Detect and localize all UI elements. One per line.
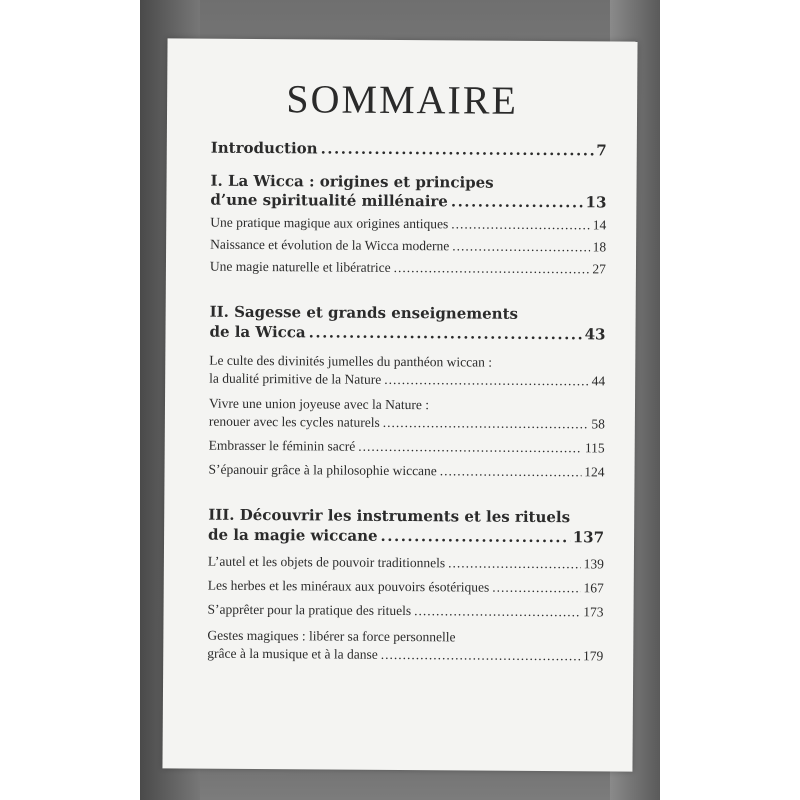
toc-entry <box>207 646 603 665</box>
section-3-heading <box>208 526 604 547</box>
section-1-title-line2: d’une spiritualité millénaire <box>210 190 448 211</box>
dot-leader <box>394 260 590 277</box>
dot-leader <box>414 603 580 620</box>
section-2-title-line1: II. Sagesse et grands enseignements <box>209 302 519 323</box>
toc-entry <box>208 462 604 481</box>
section-1-page: 13 <box>585 193 607 212</box>
dot-leader <box>381 527 570 546</box>
section-1-heading <box>210 191 606 212</box>
toc-entry-page: 139 <box>583 556 604 572</box>
dot-leader <box>451 192 583 211</box>
toc-entry-label: Une magie naturelle et libératrice <box>209 258 391 275</box>
toc-entry-page: 179 <box>582 648 604 664</box>
toc-entry-page: 44 <box>591 373 606 389</box>
toc-entry-page: 27 <box>592 261 607 277</box>
toc-entry-line1: Le culte des divinités jumelles du panthéon wiccan : <box>209 352 493 370</box>
dot-leader <box>384 372 589 389</box>
dot-leader <box>321 139 594 159</box>
dot-leader <box>451 216 590 233</box>
section-2-page: 43 <box>584 325 606 344</box>
dot-leader <box>440 463 582 480</box>
dot-leader <box>448 555 581 572</box>
toc-entry <box>210 259 606 278</box>
toc-entry-page: 167 <box>583 580 604 596</box>
dot-leader <box>492 580 580 597</box>
toc-entry-label: Une pratique magique aux origines antiques <box>210 214 449 232</box>
section-3-title-line2: de la magie wiccane <box>208 525 378 545</box>
toc-entry-label: Les herbes et les minéraux aux pouvoirs ésotériques <box>207 577 490 595</box>
toc-entry-label: Naissance et évolution de la Wicca moderne <box>210 236 450 254</box>
toc-entry <box>208 578 604 597</box>
toc-entry-label: grâce à la musique et à la danse <box>207 645 378 662</box>
page-title: SOMMAIRE <box>286 76 519 123</box>
toc-entry-page: 115 <box>584 440 605 456</box>
toc-entry-label: S’apprêter pour la pratique des rituels <box>207 601 412 619</box>
dot-leader <box>452 238 589 255</box>
toc-entry <box>209 414 605 433</box>
toc-entry-label: la dualité primitive de la Nature <box>209 370 382 387</box>
toc-entry-introduction <box>211 139 607 160</box>
toc-entry-label: Introduction <box>210 138 318 158</box>
dot-leader <box>309 323 582 343</box>
toc-entry <box>209 371 605 390</box>
section-3-title-line1: III. Découvrir les instruments et les rituels <box>208 505 571 527</box>
toc-entry-page: 18 <box>592 239 607 255</box>
toc-entry-page: 7 <box>596 141 607 160</box>
dot-leader <box>381 647 580 664</box>
section-1-title-line1: I. La Wicca : origines et principes <box>210 171 494 192</box>
toc-entry <box>208 602 604 621</box>
toc-entry <box>209 438 605 457</box>
section-2-heading <box>209 323 605 344</box>
toc-entry <box>210 215 606 234</box>
toc-entry-page: 124 <box>584 464 605 480</box>
section-3-page: 137 <box>572 528 605 547</box>
toc-entry-page: 58 <box>591 416 605 432</box>
toc-entry-label: L’autel et les objets de pouvoir traditionnels <box>207 553 446 571</box>
dot-leader <box>358 439 582 457</box>
toc-entry-label: Embrasser le féminin sacré <box>208 437 356 454</box>
dot-leader <box>383 415 589 432</box>
toc-entry-page: 14 <box>592 217 607 233</box>
toc-entry-page: 173 <box>583 604 604 620</box>
toc-entry-label: renouer avec les cycles naturels <box>208 413 380 430</box>
toc-entry <box>210 237 606 256</box>
contents-page <box>162 38 637 771</box>
toc-entry-label: S’épanouir grâce à la philosophie wiccane <box>208 461 437 479</box>
section-2-title-line2: de la Wicca <box>209 322 306 342</box>
toc-entry <box>208 554 604 573</box>
toc-entry-line1: Vivre une union joyeuse avec la Nature : <box>208 395 430 413</box>
toc-entry-line1: Gestes magiques : libérer sa force personnelle <box>207 627 456 645</box>
